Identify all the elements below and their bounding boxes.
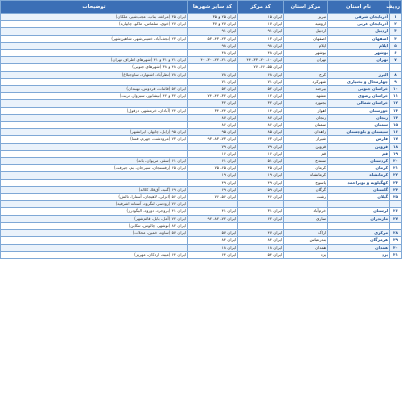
cell-row-number: ۲۹ (390, 237, 402, 244)
cell-other-cities-code: ایران ۴۸ (188, 50, 238, 57)
cell-province-name: قزوین (328, 143, 390, 150)
cell-other-cities-code: ایران ۷۲، ۸۲، ۹۲ (188, 215, 238, 222)
table-row (1, 71, 402, 78)
cell-province-center: قم (284, 150, 328, 157)
cell-province-center: رشت (284, 194, 328, 201)
cell-row-number: ۲۰ (390, 158, 402, 165)
cell-province-center: اهواز (284, 107, 328, 114)
table-row (1, 215, 402, 222)
cell-center-code: ایران ۸۵ (238, 129, 284, 136)
cell-center-code: ایران ۵۲ (238, 86, 284, 93)
cell-row-number (390, 64, 402, 71)
cell-row-number: ۳۰ (390, 244, 402, 251)
table-row (1, 186, 402, 193)
table-row (1, 251, 402, 258)
cell-notes: ایران ۵۶ (انزلی، لاهیجان، آستارا، تالش) (1, 194, 188, 201)
table-row (1, 100, 402, 107)
cell-province-name: خراسان شمالی (328, 100, 390, 107)
table-row (1, 143, 402, 150)
cell-other-cities-code: ایران ۷۹ (188, 143, 238, 150)
cell-province-center: ایلام (284, 42, 328, 49)
cell-other-cities-code: ایران ۶۵، ۷۵ (188, 165, 238, 172)
table-row (1, 86, 402, 93)
cell-province-name: فارس (328, 136, 390, 143)
cell-province-name: خراسان رضوی (328, 93, 390, 100)
cell-center-code: ایران ۱۹ (238, 172, 284, 179)
cell-province-center: کرج (284, 71, 328, 78)
cell-row-number: ۱۸ (390, 143, 402, 150)
cell-row-number: ۱۴ (390, 114, 402, 121)
cell-notes (1, 28, 188, 35)
cell-other-cities-code: ایران ۶۴ (188, 251, 238, 258)
cell-other-cities-code (188, 201, 238, 208)
cell-notes: ایران ۶۵ (رفسنجان، سیرجان، بم، جیرفت) (1, 165, 188, 172)
cell-province-center (284, 201, 328, 208)
cell-notes: ایران ۸۲ (نوشهر، چالوس، تنکابن) (1, 222, 188, 229)
cell-province-name: سمنان (328, 122, 390, 129)
cell-notes (1, 244, 188, 251)
cell-province-center: مشهد (284, 93, 328, 100)
cell-notes: ایران ۶۹ (گنبد، آق‌قلا، کلاله) (1, 186, 188, 193)
cell-province-name: کرمان (328, 165, 390, 172)
cell-center-code (238, 222, 284, 229)
cell-other-cities-code: ایران ۳۲، ۴۲، ۷۴ (188, 93, 238, 100)
cell-notes (1, 179, 188, 186)
table-row (1, 122, 402, 129)
cell-row-number: ۱۱ (390, 93, 402, 100)
table-row (1, 172, 402, 179)
cell-notes (1, 114, 188, 121)
table-row (1, 230, 402, 237)
cell-province-center: ارومیه (284, 21, 328, 28)
cell-notes: ایران ۷۶ (رودسر، لنگرود، آستانه اشرفیه) (1, 201, 188, 208)
cell-center-code: ایران ۱۴ (238, 107, 284, 114)
cell-notes: ایران ۷۲ (آمل، بابل، قائم‌شهر) (1, 215, 188, 222)
cell-center-code: ایران ۶۲ (238, 215, 284, 222)
cell-other-cities-code: ایران ۸۷ (188, 114, 238, 121)
cell-center-code: ایران ۵۱ (238, 158, 284, 165)
cell-province-center: یزد (284, 251, 328, 258)
cell-center-code: ایران ۴۷ (238, 230, 284, 237)
cell-other-cities-code (188, 222, 238, 229)
table-row (1, 201, 402, 208)
cell-province-name (328, 222, 390, 229)
cell-province-center: زاهدان (284, 129, 328, 136)
table-row (1, 57, 402, 64)
cell-row-number: ۱۶ (390, 129, 402, 136)
cell-row-number: ۱۵ (390, 122, 402, 129)
table-row (1, 194, 402, 201)
cell-row-number: ۷ (390, 57, 402, 64)
cell-province-center: بوشهر (284, 50, 328, 57)
cell-notes: ایران ۲۳ (نجف‌آباد، خمینی‌شهر، شاهین‌شهر) (1, 35, 188, 42)
table-row (1, 64, 402, 71)
table-row (1, 158, 402, 165)
cell-notes: ایران ۲۴ (آبادان، خرمشهر، دزفول) (1, 107, 188, 114)
cell-notes (1, 143, 188, 150)
cell-notes (1, 150, 188, 157)
cell-province-name: هرمزگان (328, 237, 390, 244)
cell-other-cities-code: ایران ۸۶ (188, 122, 238, 129)
cell-province-name: خوزستان (328, 107, 390, 114)
cell-row-number: ۲۶ (390, 208, 402, 215)
cell-other-cities-code: ایران ۷۸ (188, 71, 238, 78)
cell-row-number: ۱۳ (390, 107, 402, 114)
cell-province-name: گیلان (328, 194, 390, 201)
header-notes: توضیحات (1, 1, 188, 14)
cell-center-code: ایران ۶۳ (238, 136, 284, 143)
cell-notes: ایران ۶۱ (سقز، مریوان، بانه) (1, 158, 188, 165)
table-row (1, 222, 402, 229)
cell-province-name: کردستان (328, 158, 390, 165)
cell-center-code (238, 201, 284, 208)
cell-row-number (390, 222, 402, 229)
cell-province-name: قم (328, 150, 390, 157)
cell-row-number: ۵ (390, 42, 402, 49)
cell-center-code: ایران ۷۱ (238, 78, 284, 85)
cell-row-number: ۳۱ (390, 251, 402, 258)
cell-center-code: ایران ۱۶ (238, 150, 284, 157)
cell-other-cities-code: ایران ۹۸ (188, 42, 238, 49)
header-row-number: ردیف (390, 1, 402, 14)
cell-province-center: همدان (284, 244, 328, 251)
header-province-name: نام استان (328, 1, 390, 14)
table-row (1, 136, 402, 143)
cell-other-cities-code: ایران ۲۵ و ۳۵ (188, 14, 238, 21)
cell-province-name: زنجان (328, 114, 390, 121)
cell-row-number: ۸ (390, 71, 402, 78)
cell-province-center: خرم‌آباد (284, 208, 328, 215)
cell-center-code: ایران ۳۱ (238, 208, 284, 215)
cell-province-name: لرستان (328, 208, 390, 215)
cell-province-name: اردبیل (328, 28, 390, 35)
cell-province-center: بجنورد (284, 100, 328, 107)
cell-center-code: ایران ۳۲ (238, 100, 284, 107)
cell-other-cities-code: ایران ۱۶ (188, 150, 238, 157)
cell-province-center: زنجان (284, 114, 328, 121)
table-row (1, 179, 402, 186)
table-row (1, 150, 402, 157)
cell-notes: ایران ۳۵ (مراغه، بناب، عجب‌شیر، ملکان) (1, 14, 188, 21)
cell-province-center: بندرعباس (284, 237, 328, 244)
cell-province-center: شهرکرد (284, 78, 328, 85)
table-header-row (1, 1, 402, 14)
cell-center-code: ایران ۵۵، ۶۶، ۷۷ (238, 64, 284, 71)
cell-center-code: ایران ۵۴ (238, 251, 284, 258)
cell-province-center: یاسوج (284, 179, 328, 186)
cell-other-cities-code: ایران ۳۲ (188, 100, 238, 107)
cell-notes (1, 42, 188, 49)
cell-province-center: بیرجند (284, 86, 328, 93)
cell-center-code: ایران ۱۰، ۲۰، ۳۳، ۴۴ (238, 57, 284, 64)
cell-other-cities-code: ایران ۸۴ (188, 237, 238, 244)
cell-row-number: ۲۷ (390, 215, 402, 222)
cell-province-center: اردبیل (284, 28, 328, 35)
cell-province-center: قزوین (284, 143, 328, 150)
cell-other-cities-code: ایران ۱۸ (188, 244, 238, 251)
cell-province-name: سیستان و بلوچستان (328, 129, 390, 136)
cell-province-name: کهگیلویه و بویراحمد (328, 179, 390, 186)
cell-province-center: تبریز (284, 14, 328, 21)
table-row (1, 114, 402, 121)
cell-province-center (284, 64, 328, 71)
cell-center-code: ایران ۶۸ (238, 71, 284, 78)
cell-center-code: ایران ۴۹ (238, 179, 284, 186)
header-center-code: کد مرکز (238, 1, 284, 14)
cell-row-number: ۶ (390, 50, 402, 57)
cell-center-code: ایران ۴۵ (238, 165, 284, 172)
header-other-cities-code: کد سایر شهرها (188, 1, 238, 14)
cell-notes: ایران ۶۴ (میبد، اردکان، مهریز) (1, 251, 188, 258)
cell-other-cities-code: ایران ۲۷ و ۳۷ (188, 21, 238, 28)
cell-province-center: تهران (284, 57, 328, 64)
cell-province-name: تهران (328, 57, 390, 64)
cell-other-cities-code: ایران ۲۱، ۲۲، ۳۰، ۴۰ (188, 57, 238, 64)
cell-notes (1, 50, 188, 57)
table-row (1, 237, 402, 244)
cell-province-name: آذربایجان شرقی (328, 14, 390, 21)
cell-province-name: البرز (328, 71, 390, 78)
cell-center-code: ایران ۴۶ (238, 194, 284, 201)
cell-center-code: ایران ۱۳ (238, 35, 284, 42)
cell-other-cities-code: ایران ۲۴، ۳۴ (188, 107, 238, 114)
cell-province-center: سنندج (284, 158, 328, 165)
cell-notes (1, 78, 188, 85)
cell-province-name: چهارمحال و بختیاری (328, 78, 390, 85)
cell-center-code: ایران ۸۶ (238, 122, 284, 129)
cell-province-center: اصفهان (284, 35, 328, 42)
table-row (1, 50, 402, 57)
cell-province-name (328, 201, 390, 208)
cell-notes: ایران ۷۳ (مرودشت، جهرم، فسا) (1, 136, 188, 143)
cell-notes: ایران ۴۱ (بروجرد، دورود، الیگودرز) (1, 208, 188, 215)
cell-row-number: ۱۲ (390, 100, 402, 107)
cell-province-name: آذربایجان غربی (328, 21, 390, 28)
cell-other-cities-code: ایران ۴۹ (188, 179, 238, 186)
cell-province-center: سمنان (284, 122, 328, 129)
cell-other-cities-code: ایران ۱۹ (188, 172, 238, 179)
table-row (1, 14, 402, 21)
cell-row-number: ۱۷ (390, 136, 402, 143)
cell-other-cities-code: ایران ۶۹ (188, 186, 238, 193)
cell-other-cities-code: ایران ۵۷ (188, 230, 238, 237)
cell-center-code: ایران ۹۸ (238, 42, 284, 49)
table-row (1, 107, 402, 114)
cell-other-cities-code: ایران ۷۳، ۸۳، ۹۳ (188, 136, 238, 143)
cell-notes: ایران ۵۲ (قائنات، فردوس، نهبندان) (1, 86, 188, 93)
cell-row-number: ۱۰ (390, 86, 402, 93)
cell-province-center: کرمان (284, 165, 328, 172)
table-row (1, 244, 402, 251)
cell-notes (1, 172, 188, 179)
table-row (1, 165, 402, 172)
cell-row-number: ۲ (390, 21, 402, 28)
cell-province-name: اصفهان (328, 35, 390, 42)
cell-center-code: ایران ۱۵ (238, 14, 284, 21)
cell-row-number: ۹ (390, 78, 402, 85)
cell-row-number: ۲۲ (390, 172, 402, 179)
cell-other-cities-code: ایران ۲۳، ۴۳، ۵۳ (188, 35, 238, 42)
cell-province-name: مرکزی (328, 230, 390, 237)
cell-notes: ایران ۷۸ (نظرآباد، اشتهارد، ساوجبلاغ) (1, 71, 188, 78)
cell-notes: ایران ۲۷ (خوی، سلماس، ماکو، چایپاره) (1, 21, 188, 28)
cell-notes: ایران ۳۲ و ۴۲ (نیشابور، سبزوار، تربت) (1, 93, 188, 100)
cell-notes (1, 237, 188, 244)
cell-center-code: ایران ۸۷ (238, 114, 284, 121)
cell-province-center: گرگان (284, 186, 328, 193)
cell-province-center: ساری (284, 215, 328, 222)
cell-row-number: ۲۴ (390, 186, 402, 193)
cell-province-name (328, 64, 390, 71)
table-row (1, 78, 402, 85)
cell-row-number: ۲۵ (390, 194, 402, 201)
cell-row-number: ۴ (390, 35, 402, 42)
cell-province-center (284, 222, 328, 229)
table-row (1, 93, 402, 100)
cell-row-number (390, 201, 402, 208)
cell-notes: ایران ۹۵ (زابل، چابهار، ایرانشهر) (1, 129, 188, 136)
table-row (1, 35, 402, 42)
cell-center-code: ایران ۱۲ (238, 93, 284, 100)
cell-row-number: ۲۱ (390, 165, 402, 172)
cell-row-number: ۱ (390, 14, 402, 21)
cell-center-code: ایران ۱۷ (238, 21, 284, 28)
cell-province-name: کرمانشاه (328, 172, 390, 179)
cell-center-code: ایران ۹۱ (238, 28, 284, 35)
cell-province-name: گلستان (328, 186, 390, 193)
cell-province-name: بوشهر (328, 50, 390, 57)
cell-notes (1, 100, 188, 107)
cell-center-code: ایران ۸۴ (238, 237, 284, 244)
table-row (1, 208, 402, 215)
cell-other-cities-code: ایران ۵۶، ۷۶ (188, 194, 238, 201)
cell-other-cities-code: ایران ۹۱ (188, 28, 238, 35)
cell-other-cities-code: ایران ۶۱ (188, 158, 238, 165)
table-body (1, 14, 402, 259)
cell-other-cities-code (188, 64, 238, 71)
cell-other-cities-code: ایران ۷۱ (188, 78, 238, 85)
cell-center-code: ایران ۷۹ (238, 143, 284, 150)
table-row (1, 42, 402, 49)
cell-province-name: ایلام (328, 42, 390, 49)
cell-center-code: ایران ۵۹ (238, 186, 284, 193)
cell-province-name: مازندران (328, 215, 390, 222)
cell-province-center: شیراز (284, 136, 328, 143)
cell-center-code: ایران ۱۸ (238, 244, 284, 251)
header-province-center: مرکز استان (284, 1, 328, 14)
cell-other-cities-code: ایران ۴۱ (188, 208, 238, 215)
cell-province-center: اراک (284, 230, 328, 237)
cell-province-name: یزد (328, 251, 390, 258)
table-row (1, 21, 402, 28)
table-row (1, 28, 402, 35)
cell-notes: ایران ۵۷ (ساوه، خمین، محلات) (1, 230, 188, 237)
cell-row-number: ۲۳ (390, 179, 402, 186)
cell-notes (1, 122, 188, 129)
table-row (1, 129, 402, 136)
cell-province-name: خراسان جنوبی (328, 86, 390, 93)
cell-other-cities-code: ایران ۵۲ (188, 86, 238, 93)
cell-province-name: همدان (328, 244, 390, 251)
cell-notes: ایران ۲۱ و ۳۱ و ۴۱ (شهرهای اطراف تهران) (1, 57, 188, 64)
cell-row-number: ۲۸ (390, 230, 402, 237)
cell-other-cities-code: ایران ۹۵ (188, 129, 238, 136)
cell-center-code: ایران ۴۸ (238, 50, 284, 57)
cell-notes: ایران ۴۸ و ۳۸ (شهرهای جنوبی) (1, 64, 188, 71)
cell-province-center: کرمانشاه (284, 172, 328, 179)
cell-row-number: ۱۹ (390, 150, 402, 157)
cell-row-number: ۳ (390, 28, 402, 35)
